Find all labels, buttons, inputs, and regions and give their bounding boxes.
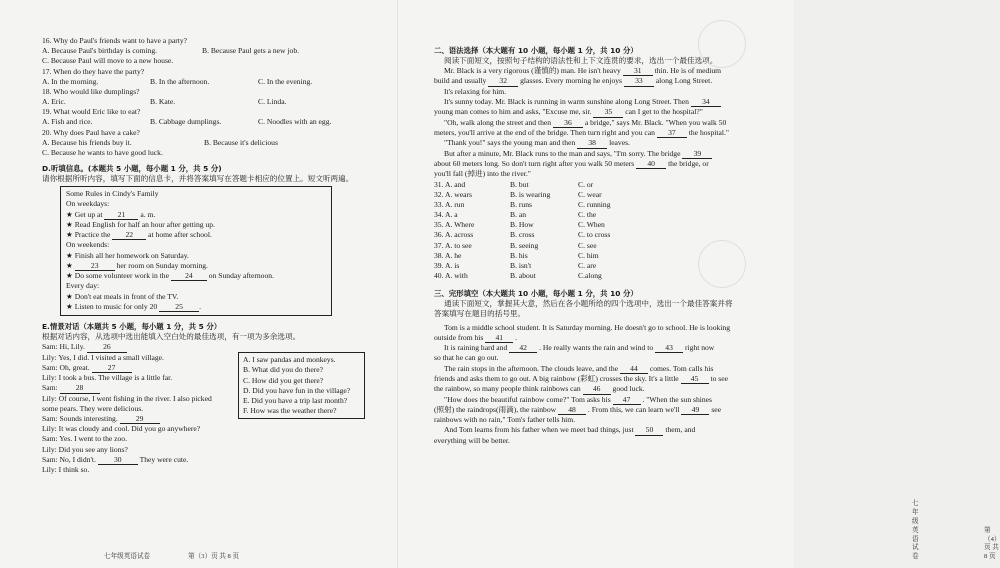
grammar-passage	[434, 66, 774, 179]
dialog-text-after: They were cute.	[139, 454, 189, 464]
passage-text: good luck.	[612, 384, 645, 394]
choice-option[interactable]: B. cross	[510, 230, 535, 240]
passage-text: The rain stops in the afternoon. The clouds leave, and the	[444, 363, 620, 373]
option-b[interactable]: B. Because it's delicious	[204, 137, 278, 147]
info-card-rule-8: ★ Listen to music for only 20 25 .	[66, 301, 201, 311]
option-b[interactable]: B. Cabbage dumplings.	[150, 117, 222, 127]
section-e-instruction: 根据对话内容，从选项中选出能填入空白处的最佳选项，有一项为多余选项。	[42, 332, 301, 341]
passage-blank[interactable]: 47	[613, 396, 641, 405]
passage-text: glasses. Every morning he enjoys	[520, 76, 624, 86]
question-stem: 16. Why do Paul's friends want to have a party?	[42, 36, 188, 45]
choice-option[interactable]: 34. A. a	[434, 210, 458, 220]
passage-line	[434, 169, 774, 179]
passage-line	[434, 87, 774, 97]
info-card-rule-6: ★ Do some volunteer work in the 24 on Sunday afternoon.	[66, 271, 274, 281]
passage-line	[434, 374, 774, 384]
passage-text: (照射) the raindrops(雨滴), the rainbow	[434, 404, 558, 414]
passage-blank[interactable]: 50	[635, 426, 663, 435]
option-c[interactable]: C. Because Paul will move to a new house.	[42, 56, 174, 66]
passage-text: leaves.	[609, 138, 630, 148]
passage-text: But after a minute, Mr. Black runs to the man and says, "I'm sorry. The bridge	[444, 148, 683, 158]
passage-blank[interactable]: 40	[636, 160, 666, 169]
dialog-text: Sam:	[42, 383, 58, 393]
passage-line	[434, 436, 774, 446]
choice-option[interactable]: C. the	[578, 210, 597, 220]
passage-blank[interactable]: 34	[691, 98, 721, 107]
footer-right-page-number: 第（4）页 共 8 页	[984, 526, 1000, 561]
choice-option[interactable]: C. When	[578, 220, 605, 230]
choice-row	[434, 210, 774, 220]
dialog-text: Sam: Yes. I went to the zoo.	[42, 434, 128, 444]
passage-text: Mr. Black is a very rigorous (谨慎的) man. He isn't heavy	[444, 66, 623, 76]
passage-blank[interactable]: 31	[623, 67, 653, 76]
question-stem: 19. What would Eric like to eat?	[42, 107, 141, 117]
dialog-area	[42, 342, 381, 475]
info-card-box	[60, 186, 332, 316]
passage-text: "Oh, walk along the street and then	[444, 117, 553, 127]
passage-text: right now	[684, 343, 715, 353]
dialog-option[interactable]: E. Did you have a trip last month?	[243, 395, 348, 405]
dialog-blank[interactable]: 28	[60, 384, 100, 393]
passage-line	[434, 138, 774, 148]
choice-option[interactable]: 31. A. and	[434, 179, 466, 189]
passage-text: see	[711, 404, 722, 414]
passage-blank[interactable]: 48	[558, 406, 586, 415]
dialog-blank[interactable]: 26	[87, 343, 127, 352]
choice-option[interactable]: 33. A. run	[434, 199, 465, 209]
exam-page-right	[397, 0, 1000, 568]
blank-24[interactable]: 24	[171, 272, 207, 281]
passage-blank[interactable]: 49	[681, 406, 709, 415]
passage-line	[434, 353, 774, 363]
passage-text: "Thank you!" says the young man and then	[444, 138, 578, 148]
option-b[interactable]: B. In the afternoon.	[150, 76, 210, 86]
passage-line	[434, 159, 774, 169]
passage-text: young man comes to him and asks, "Excuse me, sir.	[434, 107, 594, 117]
passage-line	[434, 107, 774, 117]
dialog-option[interactable]: C. How did you get there?	[243, 375, 324, 385]
choice-option[interactable]: 40. A. with	[434, 271, 468, 281]
passage-text: thin. He is of medium	[654, 66, 722, 76]
dialog-line	[42, 445, 381, 455]
passage-blank[interactable]: 46	[583, 385, 611, 394]
question-options	[42, 138, 381, 148]
passage-text: the bridge, or	[668, 159, 709, 169]
choice-option[interactable]: B. How	[510, 220, 534, 230]
section-iii-instruction-1: 通读下面短文，掌握其大意，然后在各小题所给的四个选项中，选出一个最佳答案并将	[444, 299, 733, 309]
info-card-rule-1: ★ Get up at 21 a. m.	[66, 209, 156, 219]
choice-row	[434, 220, 774, 230]
dialog-text: Sam: Hi, Lily.	[42, 342, 85, 352]
passage-line	[434, 343, 774, 353]
choice-option[interactable]: 32. A. wears	[434, 189, 472, 199]
blank-25[interactable]: 25	[159, 303, 199, 312]
choice-option[interactable]: C. see	[578, 240, 597, 250]
passage-line	[434, 323, 774, 333]
section-d-instruction: 请你根据所听内容，填写下面的信息卡，并将答案填写在答题卡相应的位置上。短文听两遍。	[42, 173, 354, 183]
question-stem: 17. When do they have the party?	[42, 66, 145, 76]
question-options	[42, 46, 381, 56]
passage-text: can I get to the hospital?"	[625, 107, 703, 117]
info-card-rule-3: ★ Practice the 22 at home after school.	[66, 230, 212, 240]
dialog-blank[interactable]: 29	[120, 415, 160, 424]
passage-blank[interactable]: 45	[681, 375, 709, 384]
passage-text: so that he can go out.	[434, 353, 499, 363]
choice-option[interactable]: B. isn't	[510, 260, 532, 270]
choice-option[interactable]: C. running	[578, 199, 611, 209]
passage-text: .	[515, 332, 518, 342]
dialog-text: Lily: Yes, I did. I visited a small village.	[42, 352, 164, 362]
question-options	[42, 117, 381, 127]
info-card-rule-7: ★ Don't eat meals in front of the TV.	[66, 291, 179, 301]
choice-option[interactable]: B. an	[510, 210, 527, 220]
passage-blank[interactable]: 37	[657, 129, 687, 138]
choice-row	[434, 180, 774, 190]
choice-option[interactable]: C. him	[578, 250, 599, 260]
exam-page-left	[0, 0, 397, 568]
info-card-rule-2: ★ Read English for half an hour after getting up.	[66, 219, 215, 229]
passage-blank[interactable]: 33	[624, 77, 654, 86]
info-card-title: Some Rules in Cindy's Family	[66, 189, 159, 199]
passage-text: It's sunny today. Mr. Black is running in warm sunshine along Long Street. Then	[444, 96, 691, 106]
passage-line	[434, 425, 774, 435]
option-a[interactable]: A. Eric.	[42, 97, 66, 107]
choice-option[interactable]: 36. A. across	[434, 230, 474, 240]
passage-text: about 60 meters long. So don't turn right after you walk 50 meters	[434, 159, 637, 169]
info-card-everyday: Every day:	[66, 281, 100, 291]
choice-row	[434, 200, 774, 210]
passage-blank[interactable]: 32	[488, 77, 518, 86]
section-d-title: D.听填信息。(本题共 5 小题，每小题 1 分，共 5 分)	[42, 164, 222, 174]
dialog-line	[42, 465, 381, 475]
passage-line	[434, 395, 774, 405]
choice-option[interactable]: 35. A. Where	[434, 220, 475, 230]
footer-right-exam-name: 七年级英语试卷	[912, 500, 919, 561]
question-stem: 18. Who would like dumplings?	[42, 86, 140, 96]
choice-option[interactable]: 38. A. he	[434, 250, 462, 260]
choice-option[interactable]: C.along	[578, 271, 602, 281]
passage-text: you'll fall (掉进) into the river."	[434, 169, 531, 179]
dialog-text: Lily: It was cloudy and cool. Did you go anywhere?	[42, 424, 201, 434]
dialog-option[interactable]: A. I saw pandas and monkeys.	[243, 355, 336, 365]
footer-left-page-number: 第（3）页 共 8 页	[188, 553, 240, 561]
dialog-text: Lily: I took a bus. The village is a little far.	[42, 373, 173, 383]
option-c[interactable]: C. Noodles with an egg.	[258, 117, 332, 127]
passage-blank[interactable]: 38	[577, 139, 607, 148]
blank-23[interactable]: 23	[75, 262, 115, 271]
dialog-text: Sam: No, I didn't.	[42, 454, 96, 464]
passage-text: the rainbow, so many people think rainbows can	[434, 384, 583, 394]
cloze-passage	[434, 323, 774, 446]
choice-row	[434, 190, 774, 200]
option-a[interactable]: A. In the morning.	[42, 76, 99, 86]
info-card-weekdays: On weekdays:	[66, 199, 110, 209]
option-a[interactable]: A. Because Paul's birthday is coming.	[42, 46, 158, 56]
passage-line	[434, 76, 774, 86]
dialog-text: Sam: Oh, great.	[42, 362, 90, 372]
dialog-text: some pears. They were delicious.	[42, 403, 144, 413]
section-e-title: E.情景对话（本题共 5 小题，每小题 1 分，共 5 分）	[42, 322, 222, 332]
passage-line	[434, 128, 774, 138]
passage-blank[interactable]: 36	[553, 119, 583, 128]
passage-line	[434, 405, 774, 415]
question-options	[42, 77, 381, 87]
passage-text: them, and	[665, 425, 696, 435]
dialog-line	[42, 424, 381, 434]
dialog-text: Lily: Of course, I went fishing in the river. I also picked	[42, 393, 212, 403]
faint-seal-mark	[698, 240, 746, 288]
passage-text: everything will be better.	[434, 435, 510, 445]
passage-line	[434, 333, 774, 343]
info-card-rule-4: ★ Finish all her homework on Saturday.	[66, 250, 189, 260]
choice-option[interactable]: C. to cross	[578, 230, 611, 240]
choice-option[interactable]: B. runs	[510, 199, 532, 209]
option-c[interactable]: C. In the evening.	[258, 76, 313, 86]
listening-questions-16-20	[42, 36, 381, 158]
passage-blank[interactable]: 39	[682, 150, 712, 159]
passage-text: And Tom learns from his father when we meet bad things, just	[444, 425, 636, 435]
question-options	[42, 97, 381, 107]
dialog-text: Lily: Did you see any lions?	[42, 444, 128, 454]
info-card-rule-5: ★ 23 her room on Sunday morning.	[66, 260, 208, 270]
passage-text: to see	[710, 373, 729, 383]
dialog-option[interactable]: F. How was the weather there?	[243, 406, 337, 416]
passage-text: friends and asks them to go out. A big rainbow (彩虹) crosses the sky. It's a little	[434, 373, 681, 383]
info-card-weekends: On weekends:	[66, 240, 110, 250]
choice-option[interactable]: 37. A. to see	[434, 240, 472, 250]
passage-line	[434, 364, 774, 374]
passage-text: . "When the sun shines	[642, 394, 713, 404]
option-a[interactable]: A. Because his friends buy it.	[42, 137, 132, 147]
dialog-line	[42, 455, 381, 465]
option-a[interactable]: A. Fish and rice.	[42, 117, 93, 127]
dialog-option[interactable]: D. Did you have fun in the village?	[243, 385, 351, 395]
choice-option[interactable]: B. is wearing	[510, 189, 551, 199]
section-iii-title: 三、完形填空（本大题共 10 小题，每小题 1 分，共 10 分）	[434, 289, 638, 299]
passage-blank[interactable]: 43	[655, 344, 683, 353]
passage-blank[interactable]: 42	[509, 344, 537, 353]
passage-text: Tom is a middle school student. It is Saturday morning. He doesn't go to school. He is looking	[444, 322, 730, 332]
dialog-option[interactable]: B. What did you do there?	[243, 365, 323, 375]
passage-text: rainbows with no rain," Tom's father tells him.	[434, 415, 576, 425]
choice-option[interactable]: B. seeing	[510, 240, 539, 250]
choice-option[interactable]: C. or	[578, 179, 594, 189]
section-ii-instruction: 阅读下面短文，按照句子结构的语法性和上下文连贯的要求，选出一个最佳选项。	[444, 55, 718, 65]
blank-22[interactable]: 22	[112, 231, 146, 240]
passage-blank[interactable]: 35	[593, 108, 623, 117]
passage-text: a bridge," says Mr. Black. "When you walk 50	[584, 117, 727, 127]
choice-option[interactable]: B. about	[510, 271, 536, 281]
passage-text: . From this, we can learn we'll	[587, 404, 682, 414]
passage-line	[434, 149, 774, 159]
passage-text: It is raining hard and	[444, 343, 510, 353]
dialog-text: Lily: I think so.	[42, 465, 90, 475]
choice-option[interactable]: C. wear	[578, 189, 602, 199]
passage-text: It's relaxing for him.	[444, 86, 507, 96]
dialog-text: Sam: Sounds interesting.	[42, 413, 118, 423]
passage-blank[interactable]: 41	[485, 334, 513, 343]
passage-text: meters, you'll arrive at the end of the bridge. Then turn right and you can	[434, 127, 657, 137]
option-b[interactable]: B. Kate.	[150, 97, 176, 107]
dialog-blank[interactable]: 27	[92, 364, 132, 373]
passage-text: the hospital."	[688, 127, 729, 137]
footer-left-exam-name: 七年级英语试卷	[104, 553, 151, 561]
choice-option[interactable]: B. but	[510, 179, 529, 189]
passage-text: along Long Street.	[655, 76, 713, 86]
passage-line	[434, 415, 774, 425]
faint-seal-mark	[698, 20, 746, 68]
blank-21[interactable]: 21	[104, 211, 138, 220]
choice-option[interactable]: B. his	[510, 250, 528, 260]
passage-text: . He really wants the rain and wind to	[539, 343, 656, 353]
question-stem: 20. Why does Paul have a cake?	[42, 127, 140, 137]
passage-text: build and usually	[434, 76, 489, 86]
option-c[interactable]: C. Linda.	[258, 97, 287, 107]
section-ii-title: 二、语法选择（本大题有 10 小题，每小题 1 分，共 10 分）	[434, 46, 638, 55]
option-c[interactable]: C. Because he wants to have good luck.	[42, 147, 163, 157]
dialog-options-box	[238, 352, 365, 419]
passage-text: "How does the beautiful rainbow come?" Tom asks his	[444, 394, 613, 404]
section-iii-instruction-2: 答案填写在题目的括号里。	[434, 309, 526, 319]
choice-option[interactable]: 39. A. is	[434, 260, 460, 270]
passage-text: outside from his	[434, 332, 486, 342]
dialog-blank[interactable]: 30	[98, 456, 138, 465]
passage-text: comes. Tom calls his	[649, 363, 714, 373]
dialog-line	[42, 342, 381, 352]
option-b[interactable]: B. Because Paul gets a new job.	[202, 46, 300, 56]
passage-blank[interactable]: 44	[620, 365, 648, 374]
dialog-line	[42, 434, 381, 444]
choice-option[interactable]: C. are	[578, 260, 597, 270]
passage-line	[434, 118, 774, 128]
passage-line	[434, 384, 774, 394]
passage-line	[434, 97, 774, 107]
